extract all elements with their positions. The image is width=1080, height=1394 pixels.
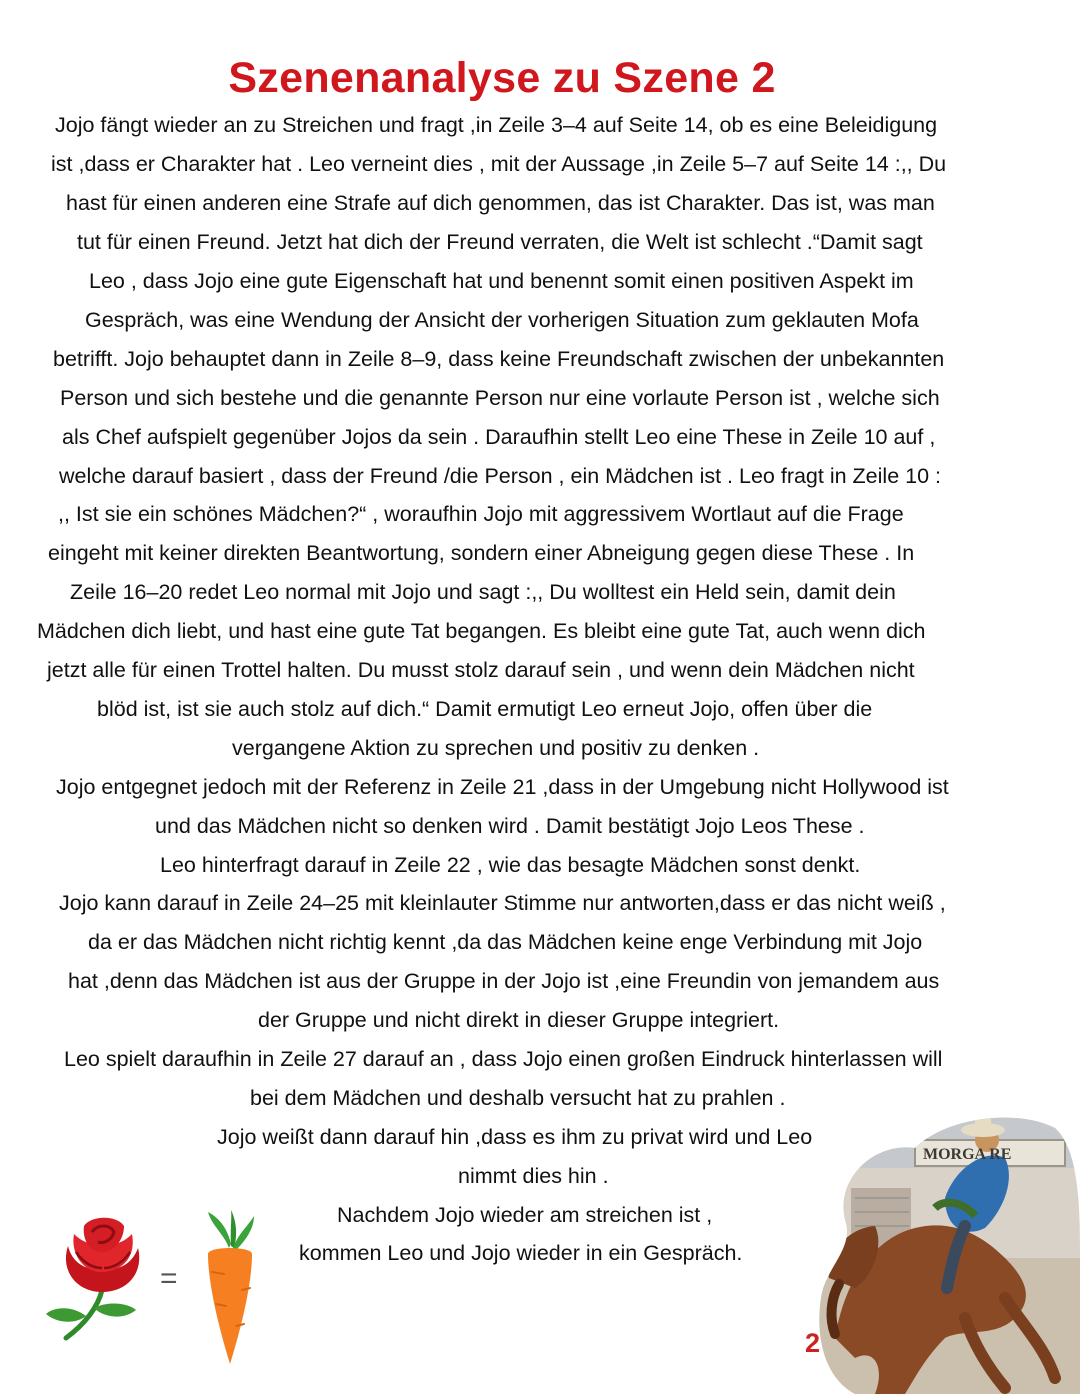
- text-line: vergangene Aktion zu sprechen und positiv zu denken .: [232, 736, 760, 760]
- page-title: Szenenanalyse zu Szene 2: [228, 54, 776, 102]
- text-line: Leo spielt daraufhin in Zeile 27 darauf an , dass Jojo einen großen Eindruck hinterlassen will: [64, 1047, 943, 1071]
- text-line: Jojo weißt dann darauf hin ,dass es ihm zu privat wird und Leo: [217, 1125, 813, 1149]
- text-line: jetzt alle für einen Trottel halten. Du musst stolz darauf sein , und wenn dein Mädchen nicht: [47, 658, 915, 682]
- carrot-icon: [198, 1208, 262, 1368]
- text-line: ,, Ist sie ein schönes Mädchen?“ , woraufhin Jojo mit aggressivem Wortlaut auf die Frage: [58, 502, 904, 526]
- text-line: Person und sich bestehe und die genannte Person nur eine vorlaute Person ist , welche sich: [60, 386, 940, 410]
- arena-sign: MORGA RE: [923, 1146, 1012, 1163]
- text-line: und das Mädchen nicht so denken wird . Damit bestätigt Jojo Leos These .: [155, 814, 865, 838]
- text-line: da er das Mädchen nicht richtig kennt ,da das Mädchen keine enge Verbindung mit Jojo: [88, 930, 923, 954]
- text-line: Jojo entgegnet jedoch mit der Referenz in Zeile 21 ,dass in der Umgebung nicht Hollywood ist: [56, 775, 949, 799]
- rodeo-horse-photo: [815, 1108, 1080, 1394]
- text-line: Jojo fängt wieder an zu Streichen und fragt ,in Zeile 3–4 auf Seite 14, ob es eine Beleidigung: [55, 113, 938, 137]
- text-line: eingeht mit keiner direkten Beantwortung, sondern einer Abneigung gegen diese These . In: [48, 541, 915, 565]
- page-number: 2: [805, 1328, 821, 1358]
- text-line: Zeile 16–20 redet Leo normal mit Jojo und sagt :,, Du wolltest ein Held sein, damit dein: [70, 580, 896, 604]
- text-line: der Gruppe und nicht direkt in dieser Gruppe integriert.: [258, 1008, 780, 1032]
- text-line: als Chef aufspielt gegenüber Jojos da sein . Daraufhin stellt Leo eine These in Zeile 10 auf ,: [62, 425, 936, 449]
- text-line: tut für einen Freund. Jetzt hat dich der Freund verraten, die Welt ist schlecht .“Damit sagt: [77, 230, 923, 254]
- text-line: hast für einen anderen eine Strafe auf dich genommen, das ist Charakter. Das ist, was man: [66, 191, 935, 215]
- text-line: ist ,dass er Charakter hat . Leo verneint dies , mit der Aussage ,in Zeile 5–7 auf Seite 14 :,, Du: [51, 152, 947, 176]
- text-line: Leo hinterfragt darauf in Zeile 22 , wie das besagte Mädchen sonst denkt.: [160, 853, 861, 877]
- text-line: welche darauf basiert , dass der Freund /die Person , ein Mädchen ist . Leo fragt in Zeile 10 :: [59, 464, 941, 488]
- rose-icon: [40, 1212, 160, 1342]
- text-line: Nachdem Jojo wieder am streichen ist ,: [337, 1203, 713, 1227]
- text-line: blöd ist, ist sie auch stolz auf dich.“ Damit ermutigt Leo erneut Jojo, offen über die: [97, 697, 873, 721]
- text-line: betrifft. Jojo behauptet dann in Zeile 8–9, dass keine Freundschaft zwischen der unbekannten: [53, 347, 945, 371]
- text-line: Leo , dass Jojo eine gute Eigenschaft hat und benennt somit einen positiven Aspekt im: [89, 269, 914, 293]
- text-line: bei dem Mädchen und deshalb versucht hat zu prahlen .: [250, 1086, 786, 1110]
- text-line: Jojo kann darauf in Zeile 24–25 mit kleinlauter Stimme nur antworten,dass er das nicht weiß ,: [59, 891, 946, 915]
- text-line: nimmt dies hin .: [458, 1164, 609, 1188]
- text-line: Gespräch, was eine Wendung der Ansicht der vorherigen Situation zum geklauten Mofa: [85, 308, 919, 332]
- text-line: Mädchen dich liebt, und hast eine gute Tat begangen. Es bleibt eine gute Tat, auch wenn dich: [37, 619, 926, 643]
- equals-sign: =: [160, 1262, 178, 1295]
- text-line: hat ,denn das Mädchen ist aus der Gruppe in der Jojo ist ,eine Freundin von jemandem aus: [68, 969, 940, 993]
- text-line: kommen Leo und Jojo wieder in ein Gespräch.: [299, 1241, 743, 1265]
